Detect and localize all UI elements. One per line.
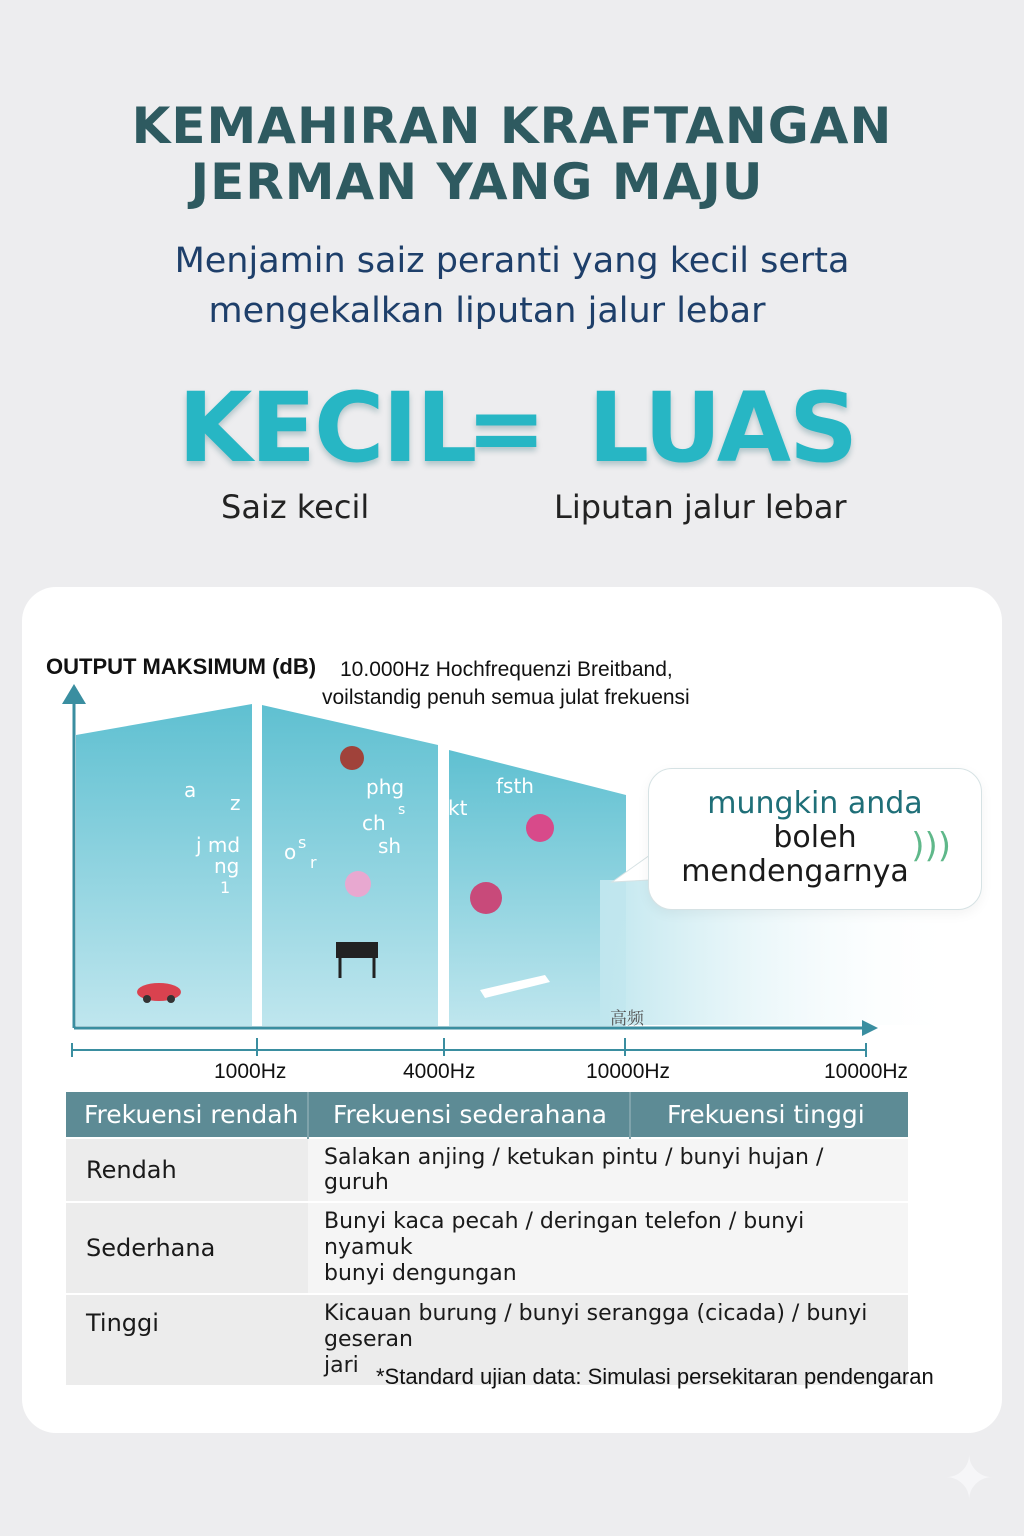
phoneme: r (310, 853, 317, 872)
header-high: Frekuensi tinggi (630, 1092, 908, 1138)
subtitle-line-1: Menjamin saiz peranti yang kecil serta (174, 241, 850, 281)
note-line-1: 10.000Hz Hochfrequenzi Breitband, (340, 658, 673, 681)
row-sounds (308, 1138, 908, 1202)
title-line-2: JERMAN YANG MAJU (190, 153, 764, 211)
x-axis-label: 高频 (610, 1009, 644, 1029)
phoneme: ng (214, 854, 240, 878)
phoneme: fsth (496, 774, 534, 798)
bubble-line-3: mendengarnya (681, 854, 909, 889)
phoneme: ch (362, 811, 386, 835)
frequency-table (66, 1092, 908, 1385)
phoneme: j md (196, 833, 241, 857)
footnote: *Standard ujian data: Simulasi persekitaran pendengaran (376, 1364, 934, 1389)
phoneme: phg (366, 775, 405, 799)
row-level: Rendah (66, 1138, 308, 1202)
bird-icon (526, 814, 554, 842)
tick-label: 10000Hz (586, 1060, 671, 1083)
table-row (66, 1202, 908, 1294)
y-axis-label: OUTPUT MAKSIMUM (dB) (46, 654, 317, 679)
subtitle-line-2: mengekalkan liputan jalur lebar (208, 291, 766, 331)
title-line-1: KEMAHIRAN KRAFTANGAN (131, 97, 893, 155)
equation-sign: = (466, 372, 545, 484)
y-axis-arrow (62, 684, 86, 704)
row-sounds (308, 1202, 908, 1294)
phoneme: s (298, 833, 307, 852)
row-level: Tinggi (66, 1294, 308, 1385)
bubble-line-1: mungkin anda (707, 786, 923, 821)
ear-sound-icon: ))) (911, 826, 951, 866)
equation-left: KECIL (178, 372, 476, 484)
header-mid: Frekuensi sederahana (308, 1092, 630, 1138)
sound-line: bunyi dengungan (324, 1261, 517, 1286)
phoneme: z (230, 791, 241, 815)
sparkle-icon: ✦ (944, 1445, 995, 1512)
car-icon (137, 983, 181, 1003)
row-level: Sederhana (66, 1202, 308, 1294)
phoneme: o (284, 840, 297, 864)
speech-bubble (648, 768, 982, 910)
phoneme: a (184, 778, 197, 802)
sound-line: Salakan anjing / ketukan pintu / bunyi hujan / guruh (324, 1145, 824, 1195)
tick-label: 4000Hz (403, 1060, 476, 1083)
phoneme: s (398, 802, 406, 818)
sound-line: jari (324, 1353, 359, 1378)
tick-label: 10000Hz (824, 1060, 909, 1083)
equation-right: LUAS (588, 372, 857, 484)
note-line-2: voilstandig penuh semua julat frekuensi (322, 686, 690, 709)
left-caption: Saiz kecil (221, 488, 370, 526)
sound-line: Bunyi kaca pecah / deringan telefon / bunyi nyamuk (324, 1209, 805, 1260)
table-row (66, 1138, 908, 1202)
telephone-icon (470, 882, 502, 914)
header-low: Frekuensi rendah (66, 1092, 308, 1138)
phoneme: 1 (220, 878, 231, 897)
right-caption: Liputan jalur lebar (554, 488, 847, 526)
creature-icon (345, 871, 371, 897)
tick-label: 1000Hz (214, 1060, 287, 1083)
table-header (66, 1092, 908, 1138)
phoneme: kt (448, 796, 468, 820)
phoneme: sh (378, 834, 402, 858)
bubble-line-2: boleh (773, 820, 857, 855)
flower-icon (340, 746, 364, 770)
sound-line: Kicauan burung / bunyi serangga (cicada) / bunyi geseran (324, 1301, 868, 1352)
